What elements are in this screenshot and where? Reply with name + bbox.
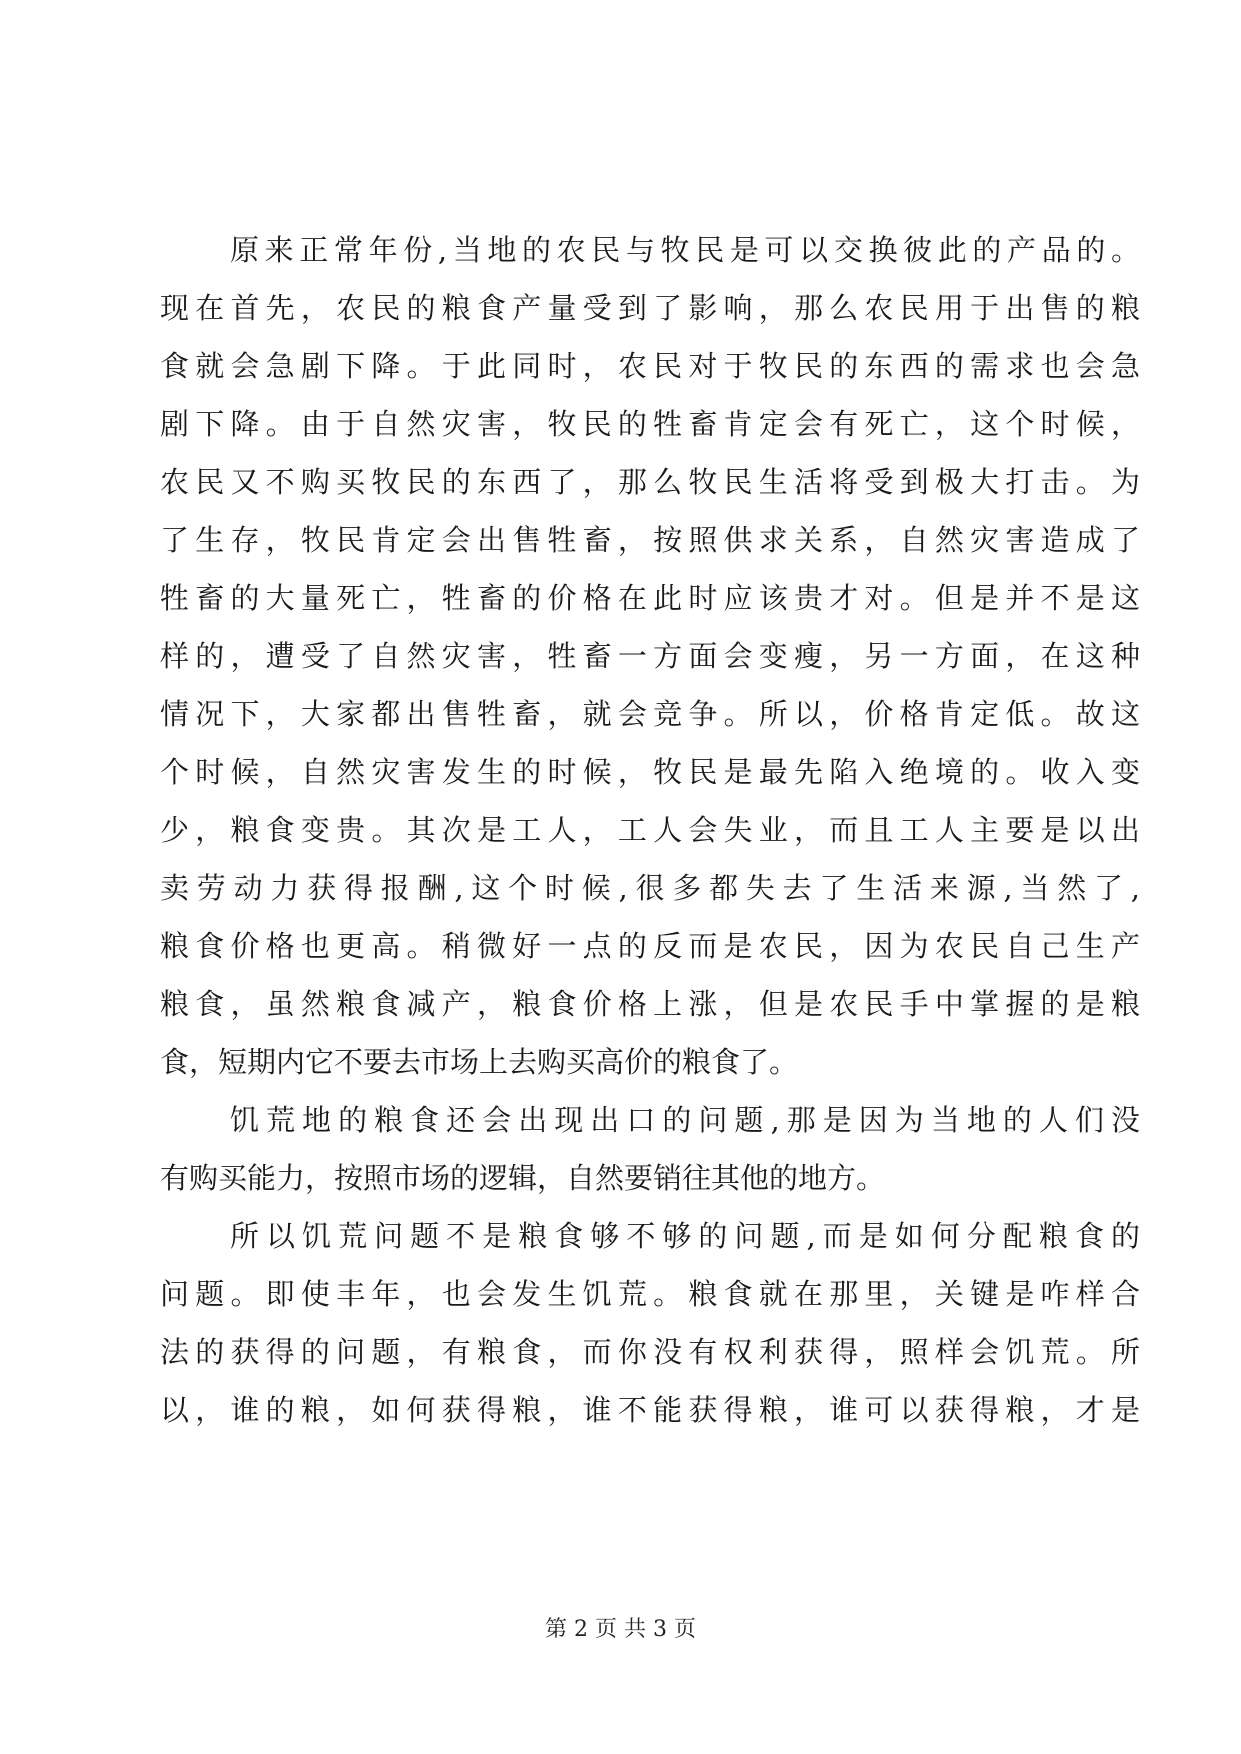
paragraph-line: 法的获得的问题，有粮食，而你没有权利获得，照样会饥荒。所	[160, 1335, 1140, 1369]
paragraph-line: 粮食，虽然粮食减产，粮食价格上涨，但是农民手中掌握的是粮	[160, 987, 1140, 1021]
paragraph-line: 情况下，大家都出售牲畜，就会竞争。所以，价格肯定低。故这	[160, 697, 1140, 731]
paragraph-line: 了生存，牧民肯定会出售牲畜，按照供求关系，自然灾害造成了	[160, 523, 1140, 557]
paragraph-line: 食就会急剧下降。于此同时，农民对于牧民的东西的需求也会急	[160, 349, 1140, 383]
paragraph-line: 以，谁的粮，如何获得粮，谁不能获得粮，谁可以获得粮，才是	[160, 1393, 1140, 1427]
paragraph-line: 牲畜的大量死亡，牲畜的价格在此时应该贵才对。但是并不是这	[160, 581, 1140, 615]
paragraph-line: 原来正常年份,当地的农民与牧民是可以交换彼此的产品的。	[230, 233, 1140, 267]
paragraph-line: 食，短期内它不要去市场上去购买高价的粮食了。	[160, 1045, 799, 1079]
paragraph-line: 剧下降。由于自然灾害，牧民的牲畜肯定会有死亡，这个时候，	[160, 407, 1140, 441]
paragraph-line: 农民又不购买牧民的东西了，那么牧民生活将受到极大打击。为	[160, 465, 1140, 499]
paragraph-line: 个时候，自然灾害发生的时候，牧民是最先陷入绝境的。收入变	[160, 755, 1140, 789]
paragraph-line: 问题。即使丰年，也会发生饥荒。粮食就在那里，关键是咋样合	[160, 1277, 1140, 1311]
paragraph-line: 少，粮食变贵。其次是工人，工人会失业，而且工人主要是以出	[160, 813, 1140, 847]
paragraph-line: 卖劳动力获得报酬,这个时候,很多都失去了生活来源,当然了,	[160, 871, 1140, 905]
paragraph-line: 有购买能力，按照市场的逻辑，自然要销往其他的地方。	[160, 1161, 886, 1195]
paragraph-line: 粮食价格也更高。稍微好一点的反而是农民，因为农民自己生产	[160, 929, 1140, 963]
paragraph-line: 饥荒地的粮食还会出现出口的问题,那是因为当地的人们没	[230, 1103, 1140, 1137]
paragraph-line: 现在首先，农民的粮食产量受到了影响，那么农民用于出售的粮	[160, 291, 1140, 325]
paragraph-line: 所以饥荒问题不是粮食够不够的问题,而是如何分配粮食的	[230, 1219, 1140, 1253]
page-footer: 第 2 页 共 3 页	[545, 1617, 696, 1642]
paragraph-line: 样的，遭受了自然灾害，牲畜一方面会变瘦，另一方面，在这种	[160, 639, 1140, 673]
